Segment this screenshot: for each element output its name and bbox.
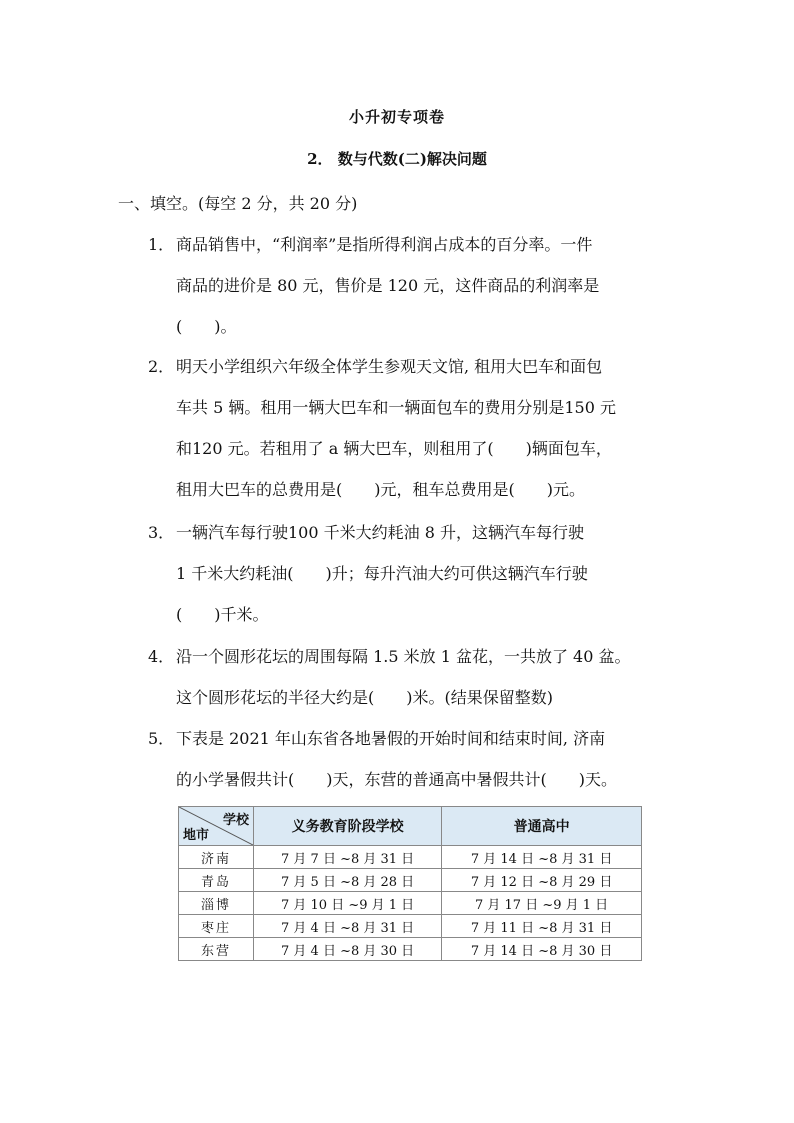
question-5 xyxy=(148,718,688,800)
page-subtitle: 2． 数与代数(二)解决问题 xyxy=(307,150,487,168)
table-cell: 7 月 5 日 ~8 月 28 日 xyxy=(254,869,442,892)
table-cell: 7 月 14 日 ~8 月 30 日 xyxy=(442,938,642,961)
question-number: 3． xyxy=(148,523,175,542)
table-row xyxy=(179,869,642,892)
question-text-line: 这个圆形花坛的半径大约是( )米。(结果保留整数) xyxy=(176,688,553,707)
question-2 xyxy=(148,346,688,510)
question-text-line: 沿一个圆形花坛的周围每隔 1.5 米放 1 盆花，一共放了 40 盆。 xyxy=(176,647,631,666)
question-text-line: 明天小学组织六年级全体学生参观天文馆, 租用大巴车和面包 xyxy=(176,357,603,376)
table-row xyxy=(179,915,642,938)
question-text-line: 商品的进价是 80 元，售价是 120 元，这件商品的利润率是 xyxy=(176,276,600,295)
table-header-row xyxy=(179,807,642,846)
question-text-line: ( )。 xyxy=(176,317,237,336)
question-1 xyxy=(148,224,688,347)
table-cell: 7 月 17 日 ~9 月 1 日 xyxy=(442,892,642,915)
table-cell: 7 月 4 日 ~8 月 31 日 xyxy=(254,915,442,938)
table-cell-city: 淄博 xyxy=(179,892,254,915)
table-row xyxy=(179,892,642,915)
column-header: 普通高中 xyxy=(442,807,642,846)
table-row xyxy=(179,938,642,961)
question-number: 5． xyxy=(148,729,175,748)
section-heading: 一、填空。(每空 2 分，共 20 分) xyxy=(118,194,358,213)
question-text-line: 商品销售中，“利润率”是指所得利润占成本的百分率。一件 xyxy=(176,235,593,254)
table-cell: 7 月 11 日 ~8 月 31 日 xyxy=(442,915,642,938)
question-text-line: 租用大巴车的总费用是( )元，租车总费用是( )元。 xyxy=(176,480,585,499)
table-cell: 7 月 12 日 ~8 月 29 日 xyxy=(442,869,642,892)
question-number: 2． xyxy=(148,357,175,376)
question-number: 1． xyxy=(148,235,175,254)
table-row xyxy=(179,846,642,869)
holiday-table xyxy=(178,806,642,961)
column-header: 义务教育阶段学校 xyxy=(254,807,442,846)
table-corner-header xyxy=(179,807,254,846)
question-4 xyxy=(148,636,688,718)
question-text-line: 一辆汽车每行驶100 千米大约耗油 8 升，这辆汽车每行驶 xyxy=(176,523,584,542)
question-text-line: 1 千米大约耗油( )升；每升汽油大约可供这辆汽车行驶 xyxy=(176,564,588,583)
table-cell-city: 济南 xyxy=(179,846,254,869)
question-3 xyxy=(148,512,688,635)
question-text-line: 车共 5 辆。租用一辆大巴车和一辆面包车的费用分别是150 元 xyxy=(176,398,616,417)
table-cell: 7 月 4 日 ~8 月 30 日 xyxy=(254,938,442,961)
question-text-line: 和120 元。若租用了 a 辆大巴车，则租用了( )辆面包车， xyxy=(176,439,612,458)
table-cell-city: 东营 xyxy=(179,938,254,961)
table-cell: 7 月 14 日 ~8 月 31 日 xyxy=(442,846,642,869)
table-cell-city: 枣庄 xyxy=(179,915,254,938)
question-text-line: ( )千米。 xyxy=(176,605,269,624)
table-cell: 7 月 10 日 ~9 月 1 日 xyxy=(254,892,442,915)
question-number: 4． xyxy=(148,647,175,666)
question-text-line: 下表是 2021 年山东省各地暑假的开始时间和结束时间, 济南 xyxy=(176,729,606,748)
corner-label-school: 学校 xyxy=(222,813,249,828)
table-cell-city: 青岛 xyxy=(179,869,254,892)
table-cell: 7 月 7 日 ~8 月 31 日 xyxy=(254,846,442,869)
corner-label-city: 地市 xyxy=(183,828,210,843)
page-title: 小升初专项卷 xyxy=(348,108,445,126)
question-text-line: 的小学暑假共计( )天，东营的普通高中暑假共计( )天。 xyxy=(176,770,617,789)
